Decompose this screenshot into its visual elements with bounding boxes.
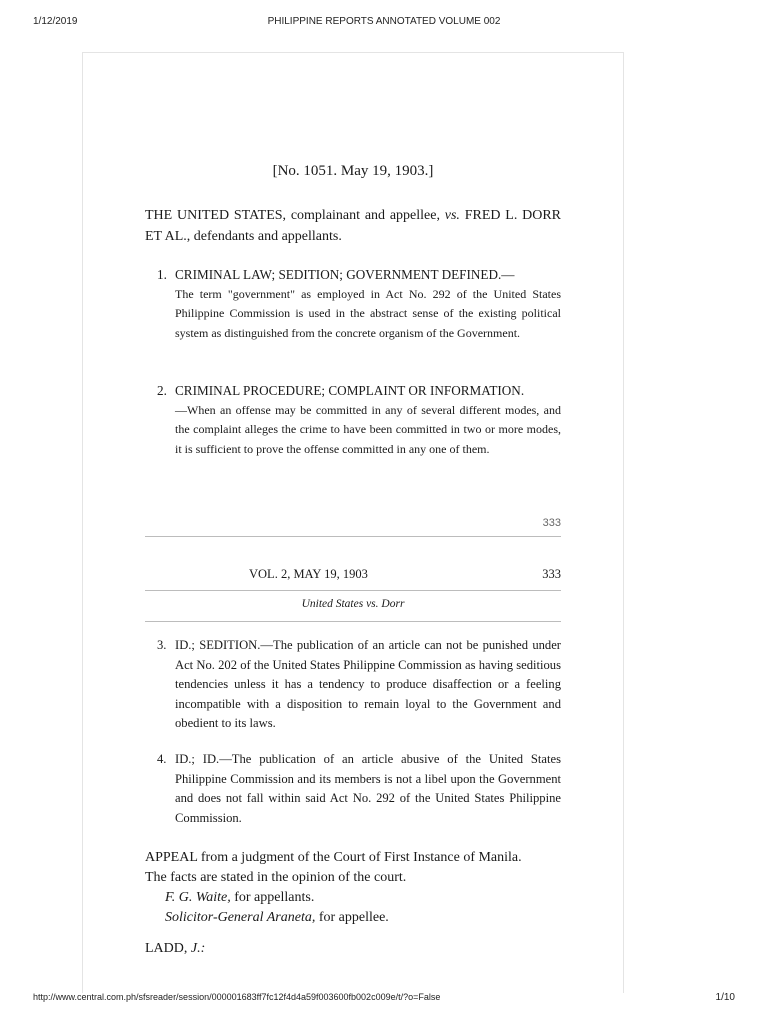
case-parties	[145, 205, 561, 247]
running-head-page: 333	[542, 567, 561, 581]
counsel-appellants	[145, 888, 561, 908]
parties-suffix: FRED L. DORR ET AL., defendants and appellants.	[145, 208, 562, 244]
headnote-body: The term "government" as employed in Act No. 292 of the United States Philippine Commission is used in the abstract sense of the existing political system as distinguished from the concrete organism of the Government.	[175, 286, 561, 340]
judge-name: LADD,	[145, 941, 191, 956]
appeal-line: APPEAL from a judgment of the Court of First Instance of Manila.	[145, 850, 522, 865]
headnote-heading: CRIMINAL PROCEDURE; COMPLAINT OR INFORMATION.	[175, 383, 525, 398]
headnote-number: 4.	[157, 752, 167, 766]
judge-title: J.:	[190, 941, 206, 956]
counsel-name: Solicitor-General Araneta,	[165, 910, 316, 925]
case-number: [No. 1051. May 19, 1903.]	[272, 163, 434, 179]
counsel-role: for appellants.	[230, 890, 315, 905]
counsel-role: for appellee.	[315, 910, 389, 925]
footer-page-count: 1/10	[715, 992, 735, 1003]
headnote-number: 1.	[157, 267, 167, 282]
headnote-heading: CRIMINAL LAW; SEDITION; GOVERNMENT DEFINED.—	[175, 267, 515, 282]
page-number-bottom: 333	[542, 517, 561, 529]
document-page	[82, 52, 624, 993]
page-divider	[145, 536, 561, 537]
headnote-number: 3.	[157, 638, 167, 652]
running-head-rule-top	[145, 590, 561, 591]
headnote-text: ID.; ID.—The publication of an article abusive of the United States Philippine Commission and its members is not a libel upon the Government and does not fall within said Act No. 292 of the United States Philippine Commission.	[175, 752, 561, 825]
headnote-body: —When an offense may be committed in any of several different modes, and the complaint alleges the crime to have been committed in two or more modes, it is sufficient to prove the offense committed in any one of them.	[175, 402, 561, 456]
facts-line: The facts are stated in the opinion of the court.	[145, 870, 407, 885]
footer-url: http://www.central.com.ph/sfsreader/session/000001683ff7fc12f4d4a59f003600fb002c009e/t/?o=False	[33, 992, 441, 1002]
parties-vs: vs.	[444, 208, 460, 223]
headnote-1	[157, 265, 561, 343]
headnote-3	[157, 636, 561, 734]
judge-line	[145, 939, 561, 959]
print-header	[0, 16, 768, 36]
headnote-number: 2.	[157, 383, 167, 398]
headnote-4	[157, 750, 561, 828]
print-header-title: PHILIPPINE REPORTS ANNOTATED VOLUME 002	[267, 16, 501, 27]
counsel-name: F. G. Waite,	[165, 890, 231, 905]
running-head-rule-bottom	[145, 621, 561, 622]
counsel-appellee	[145, 908, 561, 928]
headnote-2	[157, 381, 561, 459]
opinion-intro	[145, 848, 561, 928]
print-footer	[0, 992, 768, 1012]
print-header-date: 1/12/2019	[33, 16, 78, 27]
parties-prefix: THE UNITED STATES, complainant and appellee,	[145, 208, 440, 223]
running-head-title: United States vs. Dorr	[301, 598, 405, 610]
running-head-volume: VOL. 2, MAY 19, 1903	[249, 567, 368, 581]
headnote-text: ID.; SEDITION.—The publication of an article can not be punished under Act No. 202 of the United States Philippine Commission as having seditious tendencies unless it has a tendency to produce disaffection or a feeling incompatible with a disposition to remain loyal to the Government and obedient to its laws.	[175, 638, 561, 730]
